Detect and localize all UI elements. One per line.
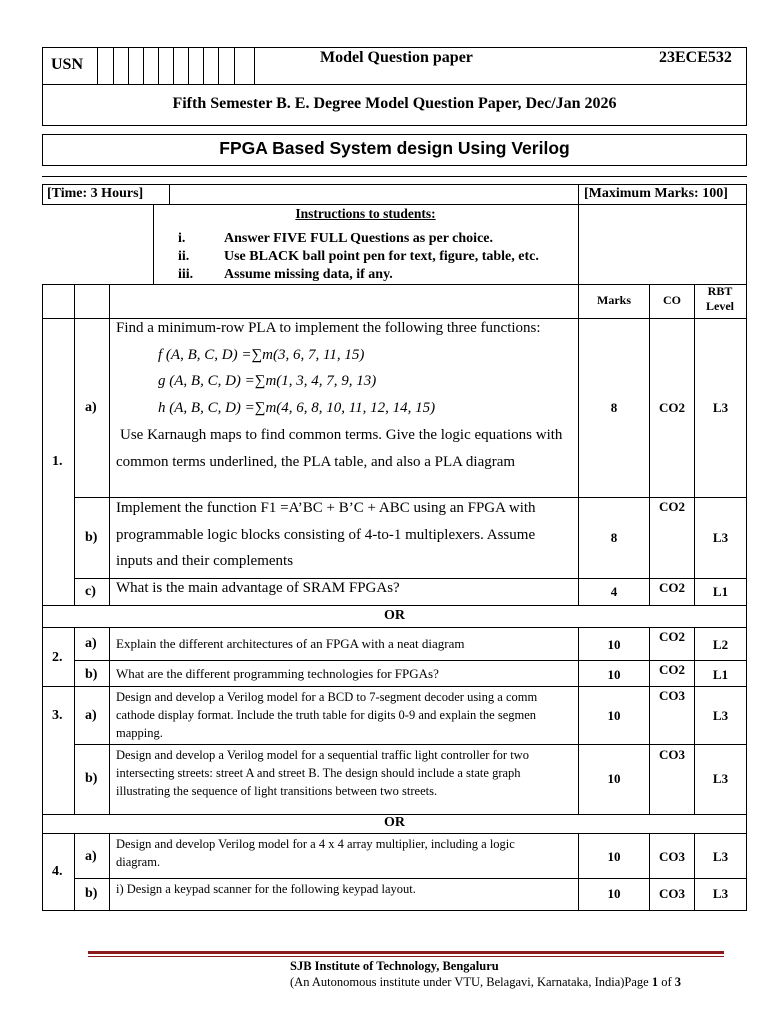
q3a-rbt: L3 (712, 708, 729, 723)
q2a-marks: 10 (607, 637, 621, 652)
q4a-rbt: L3 (712, 849, 729, 864)
footer-page-number: 1 (651, 975, 659, 989)
q4b-label: b) (85, 886, 98, 901)
q1b-co: CO2 (659, 499, 685, 514)
q2a-rbt: L2 (712, 637, 729, 652)
column-header-co: CO (663, 293, 681, 307)
q1b-line-1: Implement the function F1 =A’BC + B’C + ABC using an FPGA with (116, 500, 536, 516)
instruction-text-2: Use BLACK ball point pen for text, figure, table, etc. (224, 249, 539, 264)
q1b-label: b) (85, 530, 98, 545)
q1c-co: CO2 (659, 580, 685, 595)
q2a-text: Explain the different architectures of an FPGA with a neat diagram (116, 636, 465, 651)
q2a-co: CO2 (659, 629, 685, 644)
q2b-label: b) (85, 667, 98, 682)
footer-rule-thin (88, 956, 724, 957)
q1a-marks: 8 (610, 400, 618, 415)
q2b-marks: 10 (607, 667, 621, 682)
q4b-marks: 10 (607, 886, 621, 901)
q4b-text: i) Design a keypad scanner for the following keypad layout. (116, 882, 416, 896)
q3a-label: a) (85, 708, 97, 723)
question-number-2: 2. (52, 650, 63, 665)
column-header-marks: Marks (597, 293, 631, 307)
instruction-num-1: i. (178, 231, 186, 246)
instructions-heading: Instructions to students: (295, 206, 436, 221)
q3a-line-2: cathode display format. Include the truth table for digits 0-9 and explain the segmen (116, 708, 537, 722)
q4a-line-1: Design and develop Verilog model for a 4 x 4 array multiplier, including a logic (116, 837, 515, 851)
subject-title: FPGA Based System design Using Verilog (219, 138, 570, 158)
paper-title: Model Question paper (320, 49, 473, 66)
q1b-line-3: inputs and their complements (116, 553, 294, 569)
question-number-3: 3. (52, 708, 63, 723)
or-separator: OR (384, 608, 405, 623)
q1a-label: a) (85, 400, 97, 415)
footer-rule (88, 951, 724, 954)
q1a-line-1: Find a minimum-row PLA to implement the following three functions: (116, 320, 541, 336)
footer-subtitle: (An Autonomous institute under VTU, Belagavi, Karnataka, India)Page 1 of 3 (290, 975, 682, 989)
q4a-co: CO3 (659, 849, 685, 864)
exam-title: Fifth Semester B. E. Degree Model Question Paper, Dec/Jan 2026 (172, 95, 617, 112)
footer-page-total: 3 (674, 975, 682, 989)
q1c-rbt: L1 (712, 584, 729, 599)
q1a-co: CO2 (659, 400, 685, 415)
time-label: [Time: 3 Hours] (47, 186, 144, 201)
q3b-marks: 10 (607, 771, 621, 786)
q1c-label: c) (85, 584, 96, 599)
q1a-function-h: h (A, B, C, D) =∑m(4, 6, 8, 10, 11, 12, 14, 15) (158, 400, 436, 416)
instruction-text-3: Assume missing data, if any. (224, 267, 393, 282)
q1a-function-g: g (A, B, C, D) =∑m(1, 3, 4, 7, 9, 13) (158, 373, 377, 389)
question-number-1: 1. (52, 454, 63, 469)
q2b-rbt: L1 (712, 667, 729, 682)
q1a-line-5: Use Karnaugh maps to find common terms. Give the logic equations with (120, 427, 563, 443)
q3a-co: CO3 (659, 688, 685, 703)
q3b-line-1: Design and develop a Verilog model for a sequential traffic light controller for two (116, 748, 529, 762)
q2b-text: What are the different programming technologies for FPGAs? (116, 666, 439, 681)
q2b-co: CO2 (659, 662, 685, 677)
or-separator-2: OR (384, 815, 405, 830)
q3b-label: b) (85, 771, 98, 786)
usn-label: USN (51, 56, 84, 73)
q4a-label: a) (85, 849, 97, 864)
max-marks-label: [Maximum Marks: 100] (584, 186, 728, 201)
q4b-rbt: L3 (712, 886, 729, 901)
instruction-text-1: Answer FIVE FULL Questions as per choice. (224, 231, 493, 246)
q3b-co: CO3 (659, 747, 685, 762)
instruction-num-2: ii. (178, 249, 190, 264)
instruction-num-3: iii. (178, 267, 194, 282)
column-header-rbt: RBT Level (706, 284, 734, 313)
q1a-function-f: f (A, B, C, D) =∑m(3, 6, 7, 11, 15) (158, 347, 365, 363)
q3b-rbt: L3 (712, 771, 729, 786)
footer-institute: SJB Institute of Technology, Bengaluru (290, 959, 499, 973)
q3b-line-2: intersecting streets: street A and street B. The design should include a state graph (116, 766, 521, 780)
question-number-4: 4. (52, 864, 63, 879)
q3a-marks: 10 (607, 708, 621, 723)
q2a-label: a) (85, 636, 97, 651)
q1b-line-2: programmable logic blocks consisting of 4-to-1 multiplexers. Assume (116, 527, 536, 543)
q4a-line-2: diagram. (116, 855, 161, 869)
q1b-marks: 8 (610, 530, 618, 545)
q3a-line-3: mapping. (116, 726, 163, 740)
q1b-rbt: L3 (712, 530, 729, 545)
q1a-line-6: common terms underlined, the PLA table, and also a PLA diagram (116, 454, 516, 470)
q3a-line-1: Design and develop a Verilog model for a BCD to 7-segment decoder using a comm (116, 690, 538, 704)
q1c-marks: 4 (610, 584, 618, 599)
q4b-co: CO3 (659, 886, 685, 901)
q4a-marks: 10 (607, 849, 621, 864)
q3b-line-3: illustrating the sequence of light transitions between two streets. (116, 784, 438, 798)
course-code: 23ECE532 (659, 49, 732, 66)
q1c-text: What is the main advantage of SRAM FPGAs? (116, 580, 400, 596)
q1a-rbt: L3 (712, 400, 729, 415)
